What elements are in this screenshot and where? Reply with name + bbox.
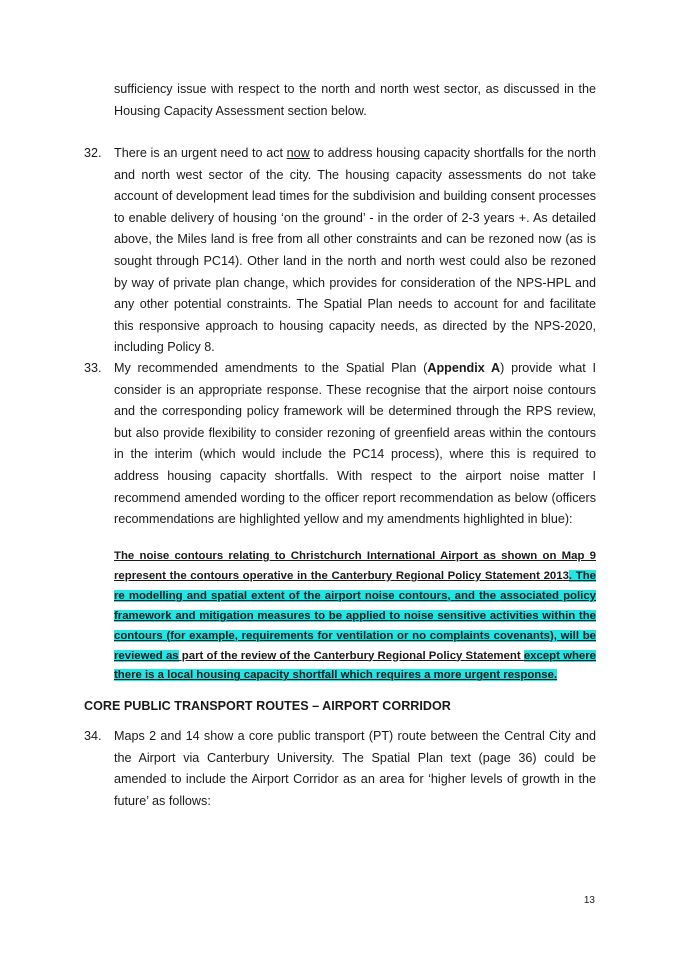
section-heading: CORE PUBLIC TRANSPORT ROUTES – AIRPORT CORRIDOR	[84, 699, 451, 713]
paragraph-number-34: 34.	[84, 729, 102, 743]
quote-officer-text: The noise contours relating to Christchurch International Airport as shown on Map 9 represent the contours operative in the Canterbury Regional Policy Statement 2013	[114, 550, 596, 582]
paragraph-34-text: Maps 2 and 14 show a core public transport (PT) route between the Central City and the Airport via Canterbury University. The Spatial Plan text (page 36) could be amended to include the Airport Corridor as an area for ‘higher levels of growth in the future’ as follows:	[114, 729, 596, 808]
paragraph-33-post: ) provide what I consider is an appropriate response. These recognise that the airport noise contours and the corresponding policy framework will be determined through the RPS review, but also provide flexibility to consider rezoning of greenfield areas within the contours in the interim (which would include the PC14 process), where this is required to address housing capacity shortfalls. With respect to the airport noise matter I recommend amended wording to the officer report recommendation as below (officers recommendations are highlighted yellow and my amendments highlighted in blue):	[114, 361, 596, 527]
recommended-wording-quote	[114, 547, 596, 686]
paragraph-32-underlined: now	[286, 146, 310, 160]
paragraph-32-pre: There is an urgent need to act	[114, 146, 287, 160]
paragraph-34	[114, 726, 596, 812]
paragraph-32	[114, 143, 596, 359]
paragraph-33-bold: Appendix A	[427, 361, 501, 375]
paragraph-number-33: 33.	[84, 361, 102, 375]
paragraph-continuation	[114, 79, 596, 122]
paragraph-32-post: to address housing capacity shortfalls for the north and north west sector of the city. The housing capacity assessments do not take account of development lead times for the subdivision and building consent processes to enable delivery of housing ‘on the ground’ - in the order of 2-3 years +. As detailed above, the Miles land is free from all other constraints and can be rezoned now (as is sought through PC14). Other land in the north and north west could also be rezoned by way of private plan change, which provides for consideration of the NPS-HPL and any other potential constraints. The Spatial Plan needs to account for and facilitate this responsive approach to housing capacity needs, as directed by the NPS-2020, including Policy 8.	[114, 146, 596, 355]
paragraph-text: sufficiency issue with respect to the north and north west sector, as discussed in the Housing Capacity Assessment section below.	[114, 82, 596, 118]
paragraph-33	[114, 358, 596, 531]
quote-officer-text-2: part of the review of the Canterbury Regional Policy Statement	[178, 649, 524, 662]
quote-blue-highlight-1: . The re modelling and spatial extent of the airport noise contours, and the associated policy framework and mitigation measures to be applied to noise sensitive activities within the contours (for example, requirements for ventilation or no complaints covenants), will be reviewed as	[114, 569, 596, 662]
quote-blue-highlight-2: except where there is a local housing capacity shortfall which requires a more urgent response.	[114, 649, 597, 682]
paragraph-number-32: 32.	[84, 146, 102, 160]
paragraph-33-pre: My recommended amendments to the Spatial Plan (	[114, 361, 428, 375]
page-number: 13	[583, 895, 595, 906]
